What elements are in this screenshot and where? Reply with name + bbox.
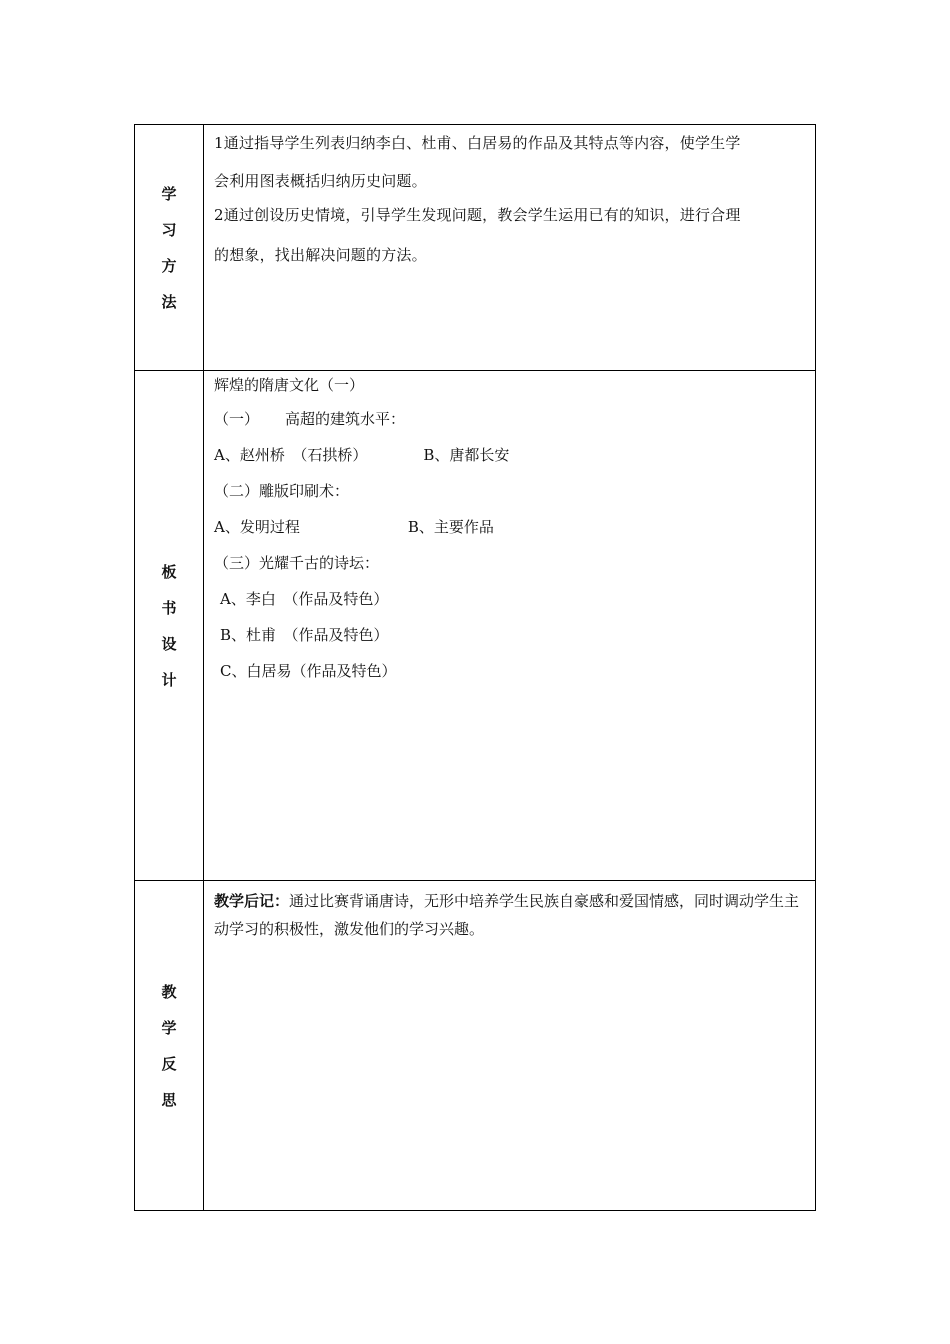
label-char: 设	[161, 634, 177, 653]
method-line: 会利用图表概括归纳历史问题。	[214, 172, 427, 190]
label-char: 学	[161, 184, 177, 203]
board-title: 辉煌的隋唐文化（一）	[214, 376, 365, 394]
item-a: A、发明过程	[214, 518, 300, 536]
board-section-2: （二）雕版印刷术：	[214, 482, 350, 500]
method-line: 2通过创设历史情境，引导学生发现问题，教会学生运用已有的知识，进行合理	[214, 206, 741, 224]
item-b: B、唐都长安	[423, 446, 510, 464]
label-char: 习	[161, 220, 177, 239]
poet-item: A、李白 （作品及特色）	[220, 590, 389, 608]
label-char: 教	[161, 982, 177, 1001]
learning-method-content	[204, 125, 816, 371]
label-char: 方	[161, 256, 177, 275]
teaching-reflection-label	[135, 881, 204, 1211]
board-section-3: （三）光耀千古的诗坛：	[214, 554, 380, 572]
learning-method-label	[135, 125, 204, 371]
lesson-plan-table	[134, 124, 816, 1211]
section-number: （一）	[214, 410, 260, 428]
board-design-row	[135, 371, 816, 881]
item-b: B、主要作品	[407, 518, 494, 536]
section-text: 高超的建筑水平：	[285, 410, 406, 428]
label-char: 板	[161, 562, 177, 581]
teaching-reflection-row	[135, 881, 816, 1211]
method-line: 的想象，找出解决问题的方法。	[214, 246, 427, 264]
board-design-content	[204, 371, 816, 881]
poet-item: B、杜甫 （作品及特色）	[220, 626, 389, 644]
label-char: 法	[161, 292, 177, 311]
teaching-reflection-content	[204, 881, 816, 1211]
label-char: 计	[161, 670, 177, 689]
board-section-2-items	[214, 509, 807, 545]
label-char: 反	[161, 1054, 177, 1073]
label-char: 书	[161, 598, 177, 617]
label-char: 学	[161, 1018, 177, 1037]
learning-method-row	[135, 125, 816, 371]
item-a: A、赵州桥 （石拱桥）	[214, 446, 368, 464]
reflection-text: 通过比赛背诵唐诗，无形中培养学生民族自豪感和爱国情感，同时调动学生主动学习的积极性，激发他们的学习兴趣。	[214, 892, 800, 938]
board-section-1-items	[214, 437, 807, 473]
board-design-label	[135, 371, 204, 881]
reflection-heading: 教学后记：	[214, 892, 290, 910]
board-section-1	[214, 401, 807, 437]
method-line: 1通过指导学生列表归纳李白、杜甫、白居易的作品及其特点等内容，使学生学	[214, 134, 741, 152]
label-char: 思	[161, 1090, 177, 1109]
poet-item: C、白居易（作品及特色）	[220, 662, 397, 680]
reflection-paragraph	[214, 887, 807, 943]
